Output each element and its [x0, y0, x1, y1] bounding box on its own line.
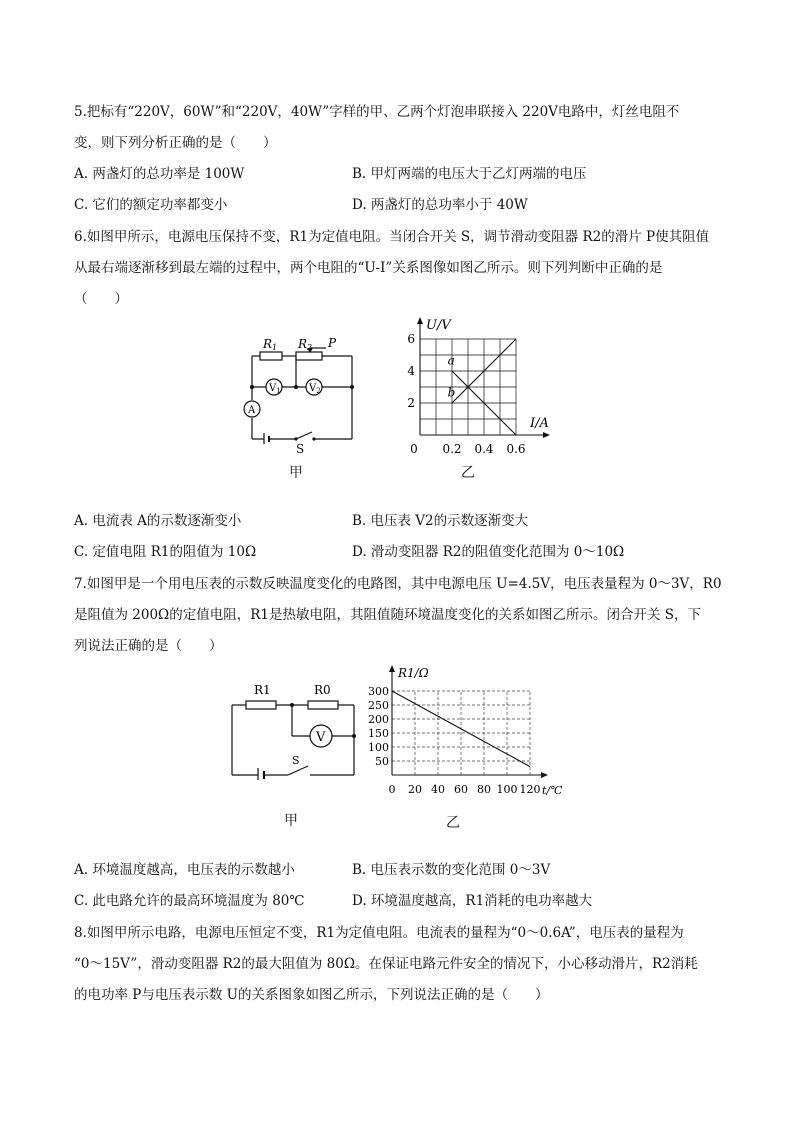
y-tick-label: 200: [368, 713, 389, 726]
y-tick-label: 2: [407, 396, 415, 410]
q7-label-r1: R1: [254, 683, 271, 697]
q6-label-p: P: [328, 336, 337, 350]
x-tick-label: 0: [388, 783, 396, 796]
q7-label-v: V: [316, 730, 326, 745]
series-label-b: b: [447, 385, 456, 400]
x-tick-label: 0.6: [506, 442, 526, 456]
q6-stem-line3: （ ）: [74, 291, 128, 307]
x-tick-label: 0: [410, 442, 418, 456]
q6-caption-yi: 乙: [461, 465, 475, 481]
q7-stem-line1: 7.如图甲是一个用电压表的示数反映温度变化的电路图，其中电源电压 U=4.5V，电压表量程为 0～3V，R0: [74, 576, 722, 592]
y-axis-label: R1/Ω: [398, 666, 429, 680]
y-axis-label: U/V: [426, 318, 451, 333]
q7-circuit-diagram: [226, 680, 361, 780]
q7-stem-line2: 是阻值为 200Ω的定值电阻，R1是热敏电阻，其阻值随环境温度变化的关系如图乙所示。闭合开关 S，下: [74, 607, 702, 623]
q6-label-ammeter: A: [248, 405, 256, 416]
x-tick-label: 100: [496, 783, 518, 796]
q6-option-d: D. 滑动变阻器 R2的阻值变化范围为 0～10Ω: [352, 544, 625, 560]
q6-stem-line2: 从最右端逐渐移到最左端的过程中，两个电阻的“U-I”关系图像如图乙所示。则下列判断中正确的是: [74, 260, 663, 276]
q5-option-b: B. 甲灯两端的电压大于乙灯两端的电压: [352, 166, 587, 182]
y-tick-label: 100: [368, 741, 389, 754]
y-axis-arrow: [417, 317, 423, 324]
x-tick-label: 40: [431, 783, 445, 796]
y-tick-label: 250: [368, 699, 389, 712]
q8-stem-line1: 8.如图甲所示电路，电源电压恒定不变，R1为定值电阻。电流表的量程为“0～0.6A”，电压表的量程为: [74, 925, 684, 941]
q5-stem-line1: 5.把标有“220V，60W”和“220V，40W”字样的甲、乙两个灯泡串联接入 220V电路中，灯丝电阻不: [74, 104, 680, 120]
q7-label-r0: R0: [314, 683, 331, 697]
q8-stem-line3: 的电功率 P与电压表示数 U的关系图象如图乙所示，下列说法正确的是（ ）: [74, 987, 549, 1003]
y-tick-label: 50: [375, 755, 389, 768]
q6-label-r1: R1: [263, 337, 278, 352]
q5-option-a: A. 两盏灯的总功率是 100W: [74, 166, 245, 182]
x-tick-label: 0.2: [442, 442, 462, 456]
q7-label-s: S: [292, 754, 300, 767]
q5-option-c: C. 它们的额定功率都变小: [74, 197, 228, 213]
y-tick-label: 300: [368, 685, 389, 698]
q6-option-c: C. 定值电阻 R1的阻值为 10Ω: [74, 544, 257, 560]
y-tick-label: 6: [407, 332, 415, 346]
x-tick-label: 120: [519, 783, 541, 796]
q8-stem-line2: “0～15V”，滑动变阻器 R2的最大阻值为 80Ω。在保证电路元件安全的情况下，小心移动滑片，R2消耗: [74, 956, 698, 972]
q6-stem-line1: 6.如图甲所示，电源电压保持不变，R1为定值电阻。当闭合开关 S，调节滑动变阻器 R2的滑片 P使其阻值: [74, 229, 710, 245]
q6-circuit-diagram: [238, 334, 363, 444]
x-tick-label: 60: [454, 783, 468, 796]
x-axis-label: I/A: [530, 416, 549, 431]
q7-option-a: A. 环境温度越高，电压表的示数越小: [74, 862, 295, 878]
x-tick-label: 80: [477, 783, 491, 796]
x-axis-arrow: [541, 772, 548, 778]
y-tick-label: 4: [407, 364, 415, 378]
q6-option-a: A. 电流表 A的示数逐渐变小: [74, 513, 242, 529]
q6-label-r2: R2: [298, 337, 313, 352]
y-tick-label: 150: [368, 727, 389, 740]
q5-stem-line2: 变，则下列分析正确的是（ ）: [74, 135, 277, 151]
q7-rt-chart: [362, 660, 572, 805]
y-axis-arrow: [389, 665, 395, 672]
q6-option-b: B. 电压表 V2的示数逐渐变大: [352, 513, 529, 529]
q6-label-v2: $V_2$: [309, 383, 321, 395]
x-axis-arrow: [543, 432, 550, 438]
q5-option-d: D. 两盏灯的总功率小于 40W: [352, 197, 528, 213]
series-label-a: a: [447, 353, 455, 368]
q7-option-b: B. 电压表示数的变化范围 0～3V: [352, 862, 551, 878]
q6-label-v1: $V_1$: [269, 383, 281, 395]
q6-label-switch: S: [296, 442, 305, 456]
x-tick-label: 0.4: [474, 442, 494, 456]
q7-caption-jia: 甲: [284, 813, 298, 829]
q7-option-c: C. 此电路允许的最高环境温度为 80℃: [74, 893, 305, 909]
q6-ui-chart: [398, 310, 568, 460]
x-axis-label: t/℃: [542, 784, 563, 797]
q7-caption-yi: 乙: [446, 815, 460, 831]
q7-option-d: D. 环境温度越高，R1消耗的电功率越大: [352, 893, 593, 909]
x-tick-label: 20: [408, 783, 422, 796]
q6-caption-jia: 甲: [289, 465, 303, 481]
q7-stem-line3: 列说法正确的是（ ）: [74, 638, 223, 654]
